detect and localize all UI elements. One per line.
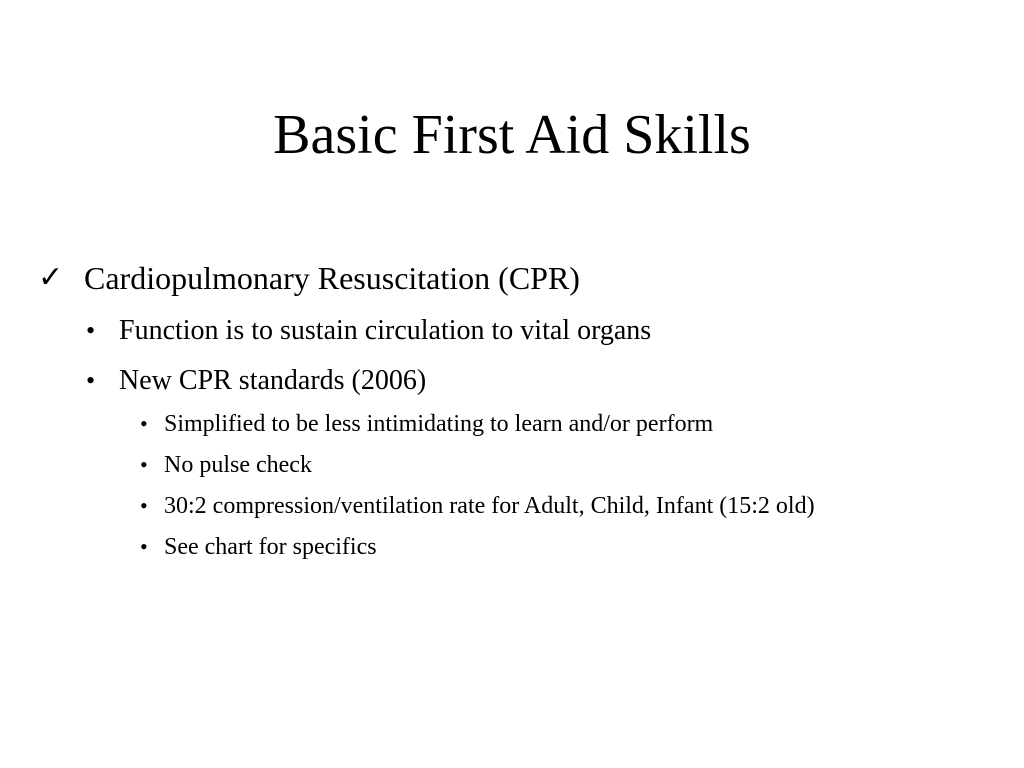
sub-bullet-text: New CPR standards (2006) [119, 365, 427, 396]
bullet-icon: • [86, 316, 96, 345]
sub-bullet-point [86, 364, 426, 398]
sub-bullet-point [86, 314, 651, 348]
checkmark-icon: ✓ [38, 260, 64, 295]
main-bullet-point [38, 256, 580, 300]
bullet-icon: • [140, 534, 148, 559]
sub-bullet-text: Function is to sustain circulation to vital organs [119, 315, 652, 346]
bullet-icon: • [140, 411, 148, 436]
detail-bullet-point [140, 532, 377, 562]
main-bullet-text: Cardiopulmonary Resuscitation (CPR) [84, 260, 580, 296]
detail-bullet-text: Simplified to be less intimidating to learn and/or perform [164, 411, 714, 437]
detail-bullet-text: See chart for specifics [164, 534, 377, 560]
detail-bullet-point [140, 491, 815, 521]
detail-bullet-point [140, 409, 713, 439]
detail-bullet-text: 30:2 compression/ventilation rate for Adult, Child, Infant (15:2 old) [164, 493, 815, 519]
slide-title: Basic First Aid Skills [273, 104, 751, 166]
bullet-icon: • [140, 493, 148, 518]
bullet-icon: • [86, 366, 96, 395]
bullet-icon: • [140, 452, 148, 477]
detail-bullet-text: No pulse check [164, 452, 312, 478]
detail-bullet-point [140, 450, 312, 480]
